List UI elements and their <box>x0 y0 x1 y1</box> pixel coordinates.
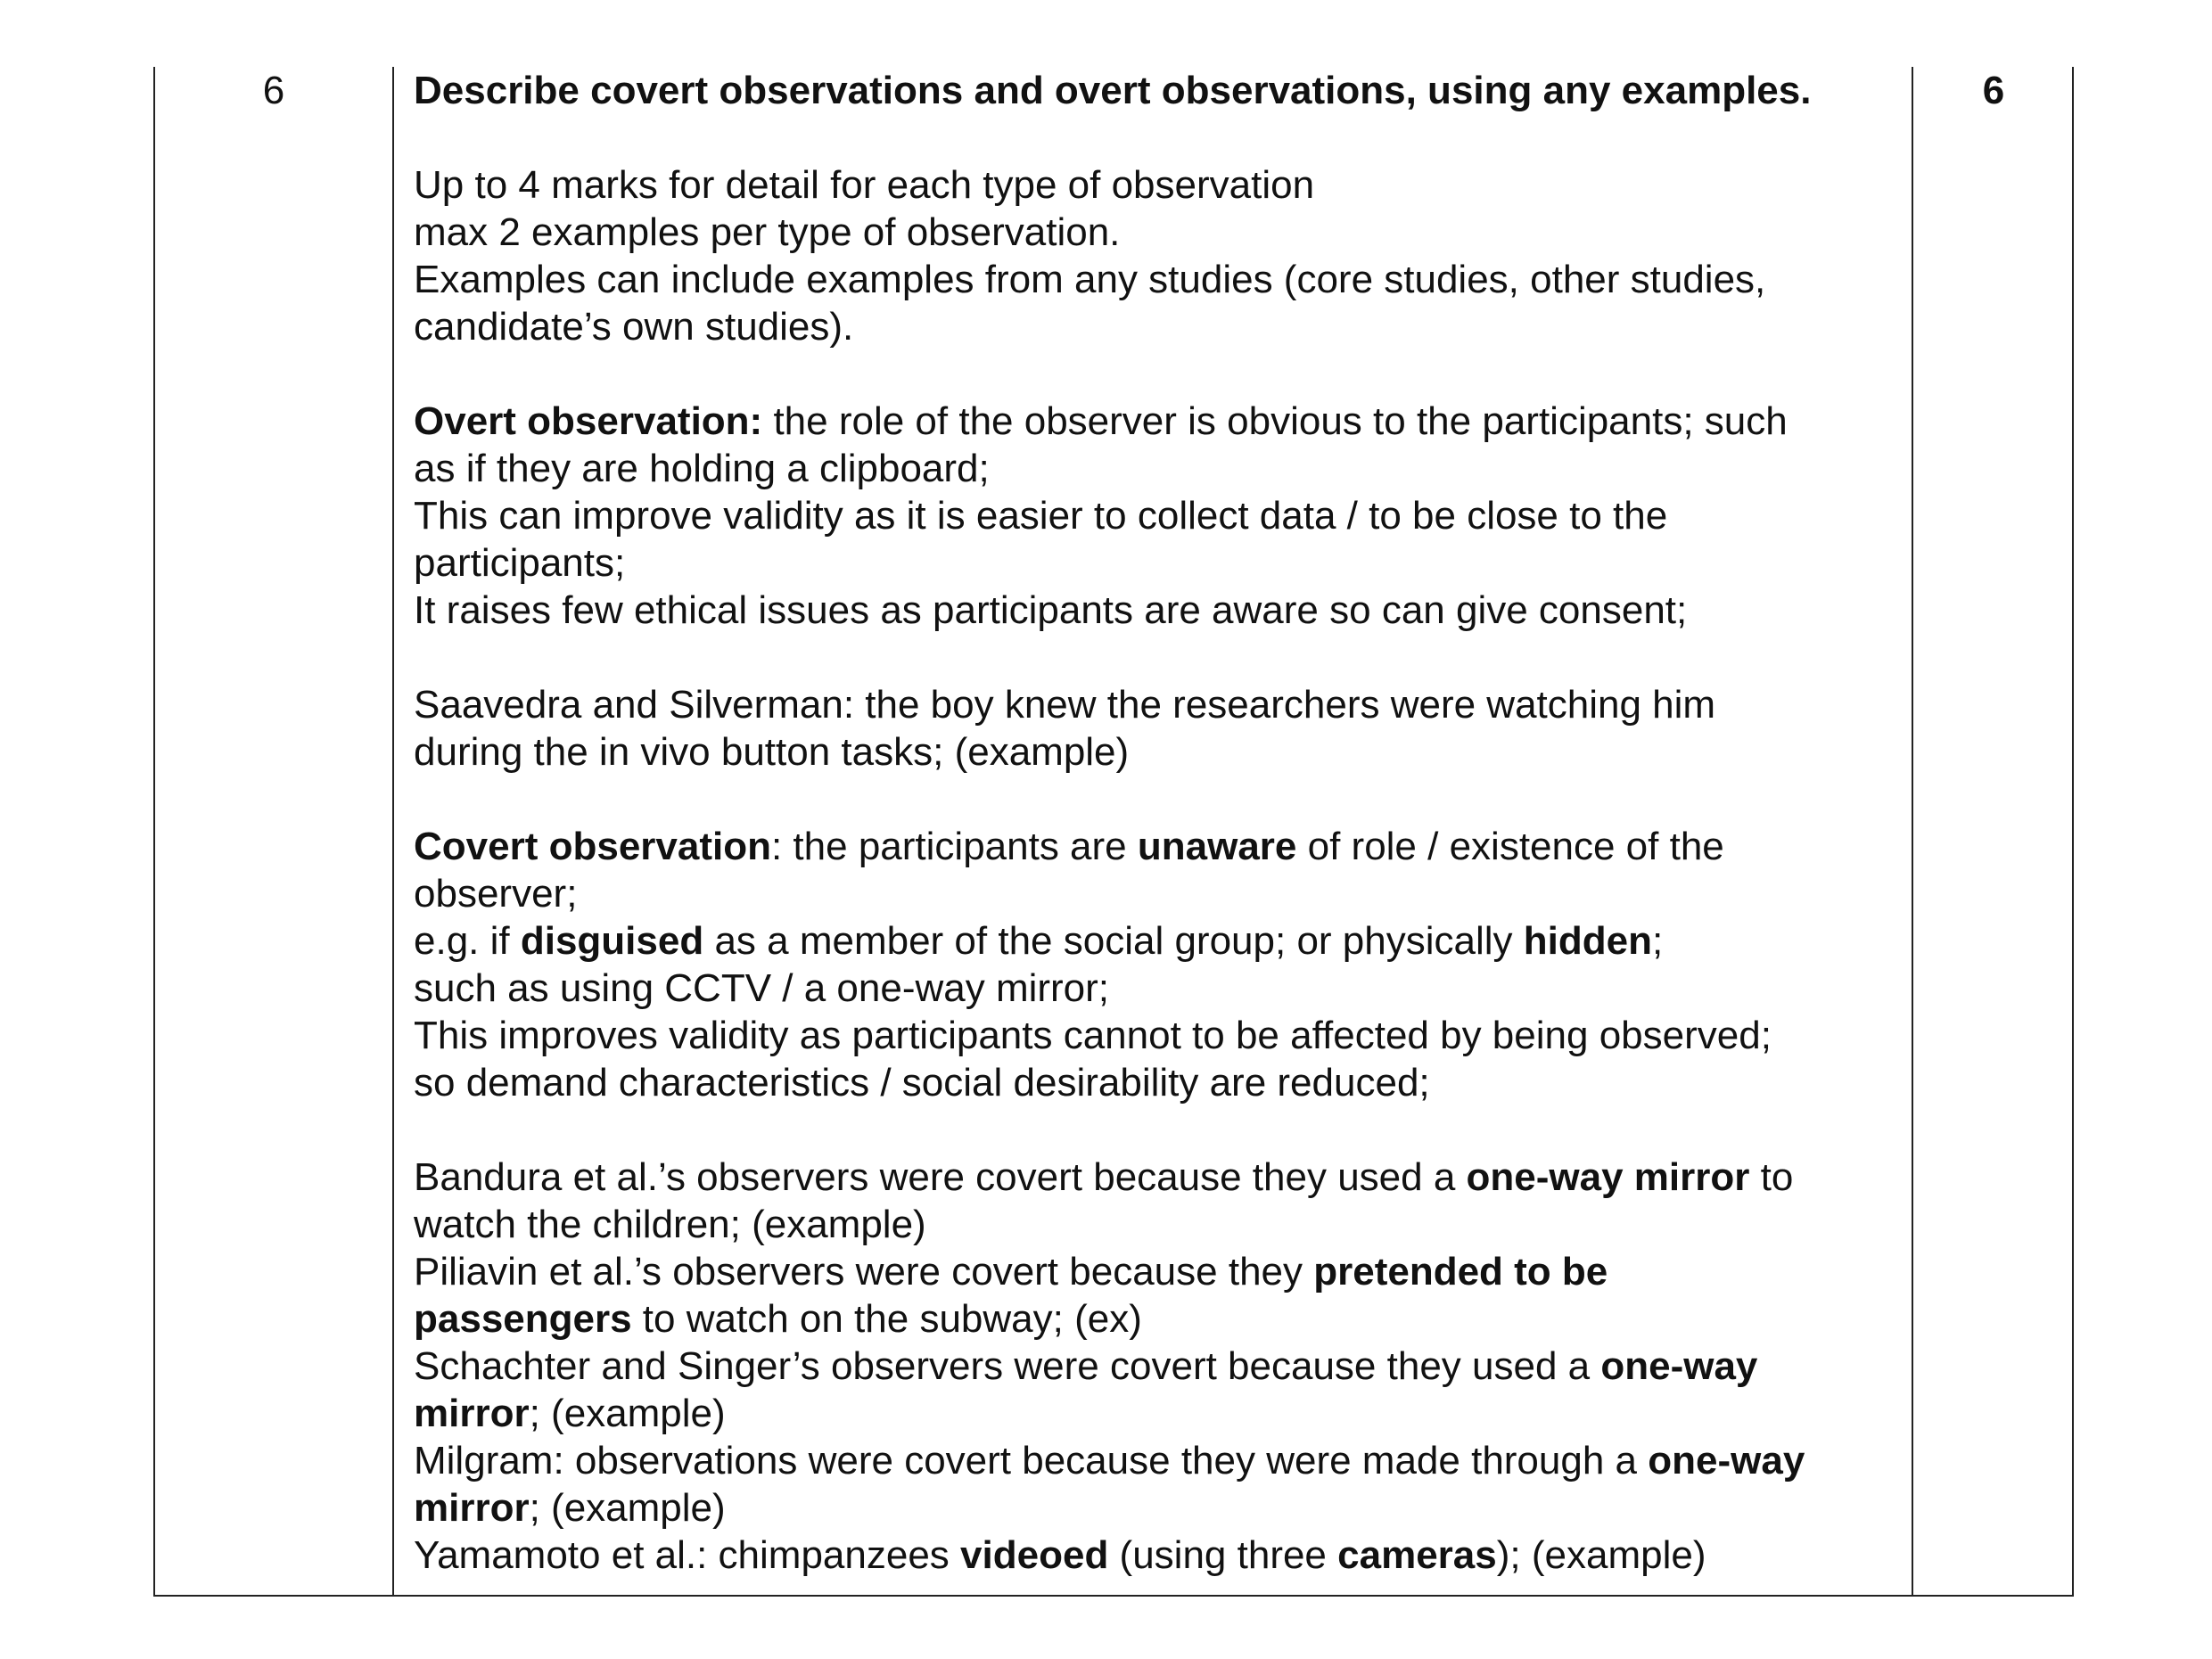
covert-line: so demand characteristics / social desirability are reduced; <box>414 1061 1430 1105</box>
question-number: 6 <box>262 69 285 112</box>
overt-line: It raises few ethical issues as participants are aware so can give consent; <box>414 588 1688 632</box>
overt-line: as if they are holding a clipboard; <box>414 447 990 490</box>
example-bandura: Bandura et al.’s observers were covert because they used a one-way mirror to <box>414 1155 1794 1199</box>
guidance-line: Examples can include examples from any studies (core studies, other studies, <box>414 258 1766 301</box>
question-marks: 6 <box>1982 69 2005 112</box>
overt-example: during the in vivo button tasks; (example) <box>414 730 1130 774</box>
covert-line: This improves validity as participants cannot to be affected by being observed; <box>414 1014 1772 1057</box>
overt-line: participants; <box>414 541 626 585</box>
example-yamamoto: Yamamoto et al.: chimpanzees videoed (using three cameras); (example) <box>414 1533 1706 1577</box>
covert-definition: Covert observation: the participants are unaware of role / existence of the <box>414 825 1724 868</box>
guidance-line: max 2 examples per type of observation. <box>414 210 1121 254</box>
example-bandura-cont: watch the children; (example) <box>414 1203 926 1246</box>
mark-scheme-table <box>153 67 2074 1597</box>
covert-term: Covert observation <box>414 825 771 868</box>
answer-content <box>414 67 1894 1579</box>
example-milgram-cont: mirror; (example) <box>414 1486 726 1530</box>
question-title: Describe covert observations and overt observations, using any examples. <box>414 69 1812 112</box>
guidance-line: candidate’s own studies). <box>414 305 854 349</box>
guidance-line: Up to 4 marks for detail for each type of observation <box>414 163 1315 207</box>
column-divider-right <box>1912 67 1913 1595</box>
overt-example: Saavedra and Silverman: the boy knew the researchers were watching him <box>414 683 1716 727</box>
overt-line: This can improve validity as it is easier to collect data / to be close to the <box>414 494 1668 538</box>
overt-term: Overt observation: <box>414 399 763 443</box>
example-schachter-cont: mirror; (example) <box>414 1392 726 1435</box>
covert-line: observer; <box>414 872 578 916</box>
example-piliavin-cont: passengers to watch on the subway; (ex) <box>414 1297 1142 1341</box>
example-piliavin: Piliavin et al.’s observers were covert because they pretended to be <box>414 1250 1608 1294</box>
column-divider-left <box>392 67 394 1595</box>
example-milgram: Milgram: observations were covert because they were made through a one-way <box>414 1439 1805 1482</box>
example-schachter: Schachter and Singer’s observers were covert because they used a one-way <box>414 1344 1758 1388</box>
covert-line: e.g. if disguised as a member of the social group; or physically hidden; <box>414 919 1664 963</box>
covert-line: such as using CCTV / a one-way mirror; <box>414 966 1110 1010</box>
overt-definition: Overt observation: the role of the observer is obvious to the participants; such <box>414 399 1788 443</box>
